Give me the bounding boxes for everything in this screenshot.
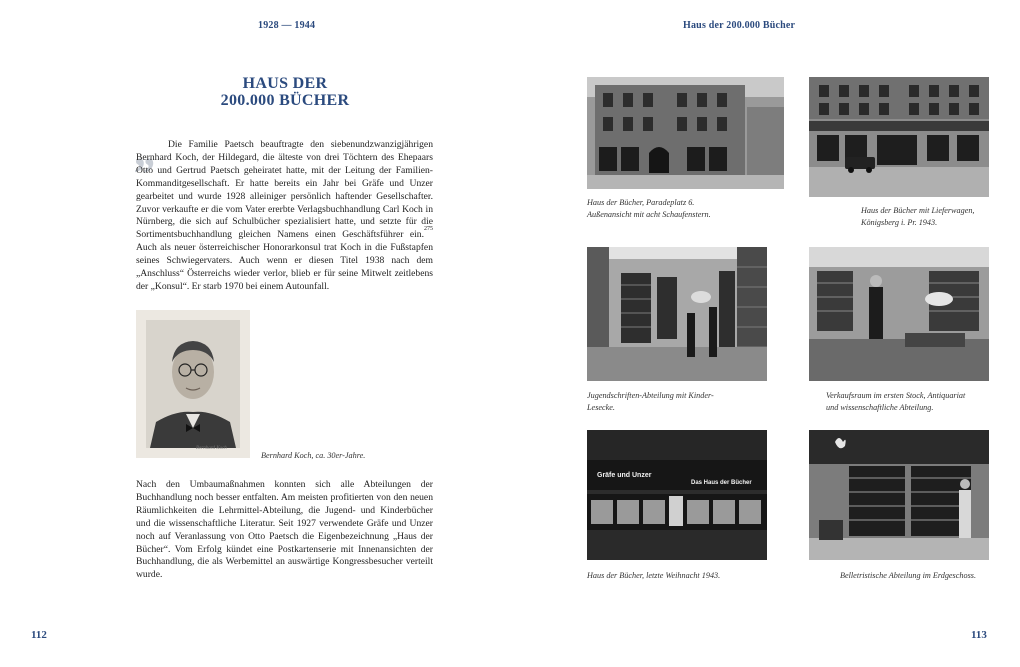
- page-number-right: 113: [971, 629, 987, 641]
- night-sign-left: Gräfe und Unzer: [597, 472, 652, 479]
- photo-6-caption: Belletristische Abteilung im Erdgeschoss.: [840, 571, 976, 580]
- photo-5-caption: Haus der Bücher, letzte Weihnacht 1943.: [587, 571, 721, 580]
- photo-4-caption-line-2: und wissenschaftliche Abteilung.: [826, 403, 934, 412]
- photo-youth-department: [587, 247, 767, 381]
- portrait-signature: Bernhard Koch: [196, 446, 227, 451]
- photo-night-christmas: [587, 430, 767, 560]
- paragraph-1-text-a: Die Familie Paetsch beauftragte den siebenundzwanzigjährigen Bernhard Koch, der Hildegard, die älteste von drei Töchtern des Ehepaars Otto und Gertrud Paetsch geheiratet hatte, mit der Leitung der Familien-Kommanditgesellschaft. Er hatte bereits ein Jahr bei Gräfe und Unzer gearbeitet und wurde 1928 alleiniger persönlich haftender Gesellschafter. Zuvor verkaufte er die vom Vater ererbte Verlagsbuchhandlung Carl Koch in Nürnberg, die sich auf Schulbücher spezialisiert hatte, und setzte für die Sortimentsbuchhandlung gleichen Namens einen Geschäftsführer ein.: [136, 139, 433, 241]
- body-paragraph-1: [136, 139, 433, 294]
- photo-delivery-van: [809, 77, 989, 197]
- portrait-photo: [136, 310, 250, 458]
- photo-1-caption-line-2: Außenansicht mit acht Schaufenstern.: [587, 210, 711, 219]
- portrait-caption: Bernhard Koch, ca. 30er-Jahre.: [261, 451, 366, 460]
- paragraph-1-text-b: Auch als neuer österreichischer Honorarkonsul trat Koch in die Fußstapfen seines Schwiegervaters. Auch wenn er diesen Titel 1938 nach dem „Anschluss“ Österreichs wieder verlor, blieb er für seine Mitwelt zeitlebens der „Konsul“. Er starb 1970 bei einem Autounfall.: [136, 242, 433, 292]
- title-line-2: 200.000 BÜCHER: [220, 92, 350, 109]
- photo-exterior-paradeplatz: [587, 77, 784, 189]
- footnote-ref: 275: [424, 226, 433, 233]
- photo-4-caption: [826, 390, 965, 414]
- photo-4-caption-line-1: Verkaufsraum im ersten Stock, Antiquariat: [826, 391, 966, 400]
- photo-2-caption: [861, 205, 974, 229]
- photo-1-caption: [587, 197, 711, 221]
- body-paragraph-2: Nach den Umbaumaßnahmen konnten sich alle Abteilungen der Buchhandlung noch besser entfalten. Am meisten profitierten von den neuen Räumlichkeiten die Lehrmittel-Abteilung, die Jugend- und Kinderbücher und die wissenschaftliche Literatur. Seit 1927 verwendete Gräfe und Unzer noch auf Veranlassung von Otto Paetsch die Eigenbezeichnung „Haus der Bücher“. Vom Erfolg kündet eine Postkartenserie mit Innenansichten der Buchhandlung, die als Werbemittel an auswärtige Kongressbesucher verteilt wurde.: [136, 479, 433, 581]
- photo-3-caption-line-2: Lesecke.: [587, 403, 615, 412]
- photo-1-caption-line-1: Haus der Bücher, Paradeplatz 6.: [587, 198, 695, 207]
- quote-mark-icon: „: [135, 124, 158, 175]
- page-number-left: 112: [31, 629, 47, 641]
- photo-3-caption: [587, 390, 714, 414]
- photo-2-caption-line-1: Haus der Bücher mit Lieferwagen,: [861, 206, 975, 215]
- portrait-illustration: [136, 310, 250, 458]
- running-head-left: 1928 — 1944: [258, 20, 316, 31]
- running-head-right: Haus der 200.000 Bücher: [683, 20, 796, 31]
- photo-3-caption-line-1: Jugendschriften-Abteilung mit Kinder-: [587, 391, 714, 400]
- photo-sales-room: [809, 247, 989, 381]
- photo-fiction-department: [809, 430, 989, 560]
- page-title: [180, 75, 390, 109]
- title-line-1: HAUS DER: [242, 75, 328, 92]
- night-sign-right: Das Haus der Bücher: [691, 480, 752, 486]
- photo-2-caption-line-2: Königsberg i. Pr. 1943.: [861, 218, 938, 227]
